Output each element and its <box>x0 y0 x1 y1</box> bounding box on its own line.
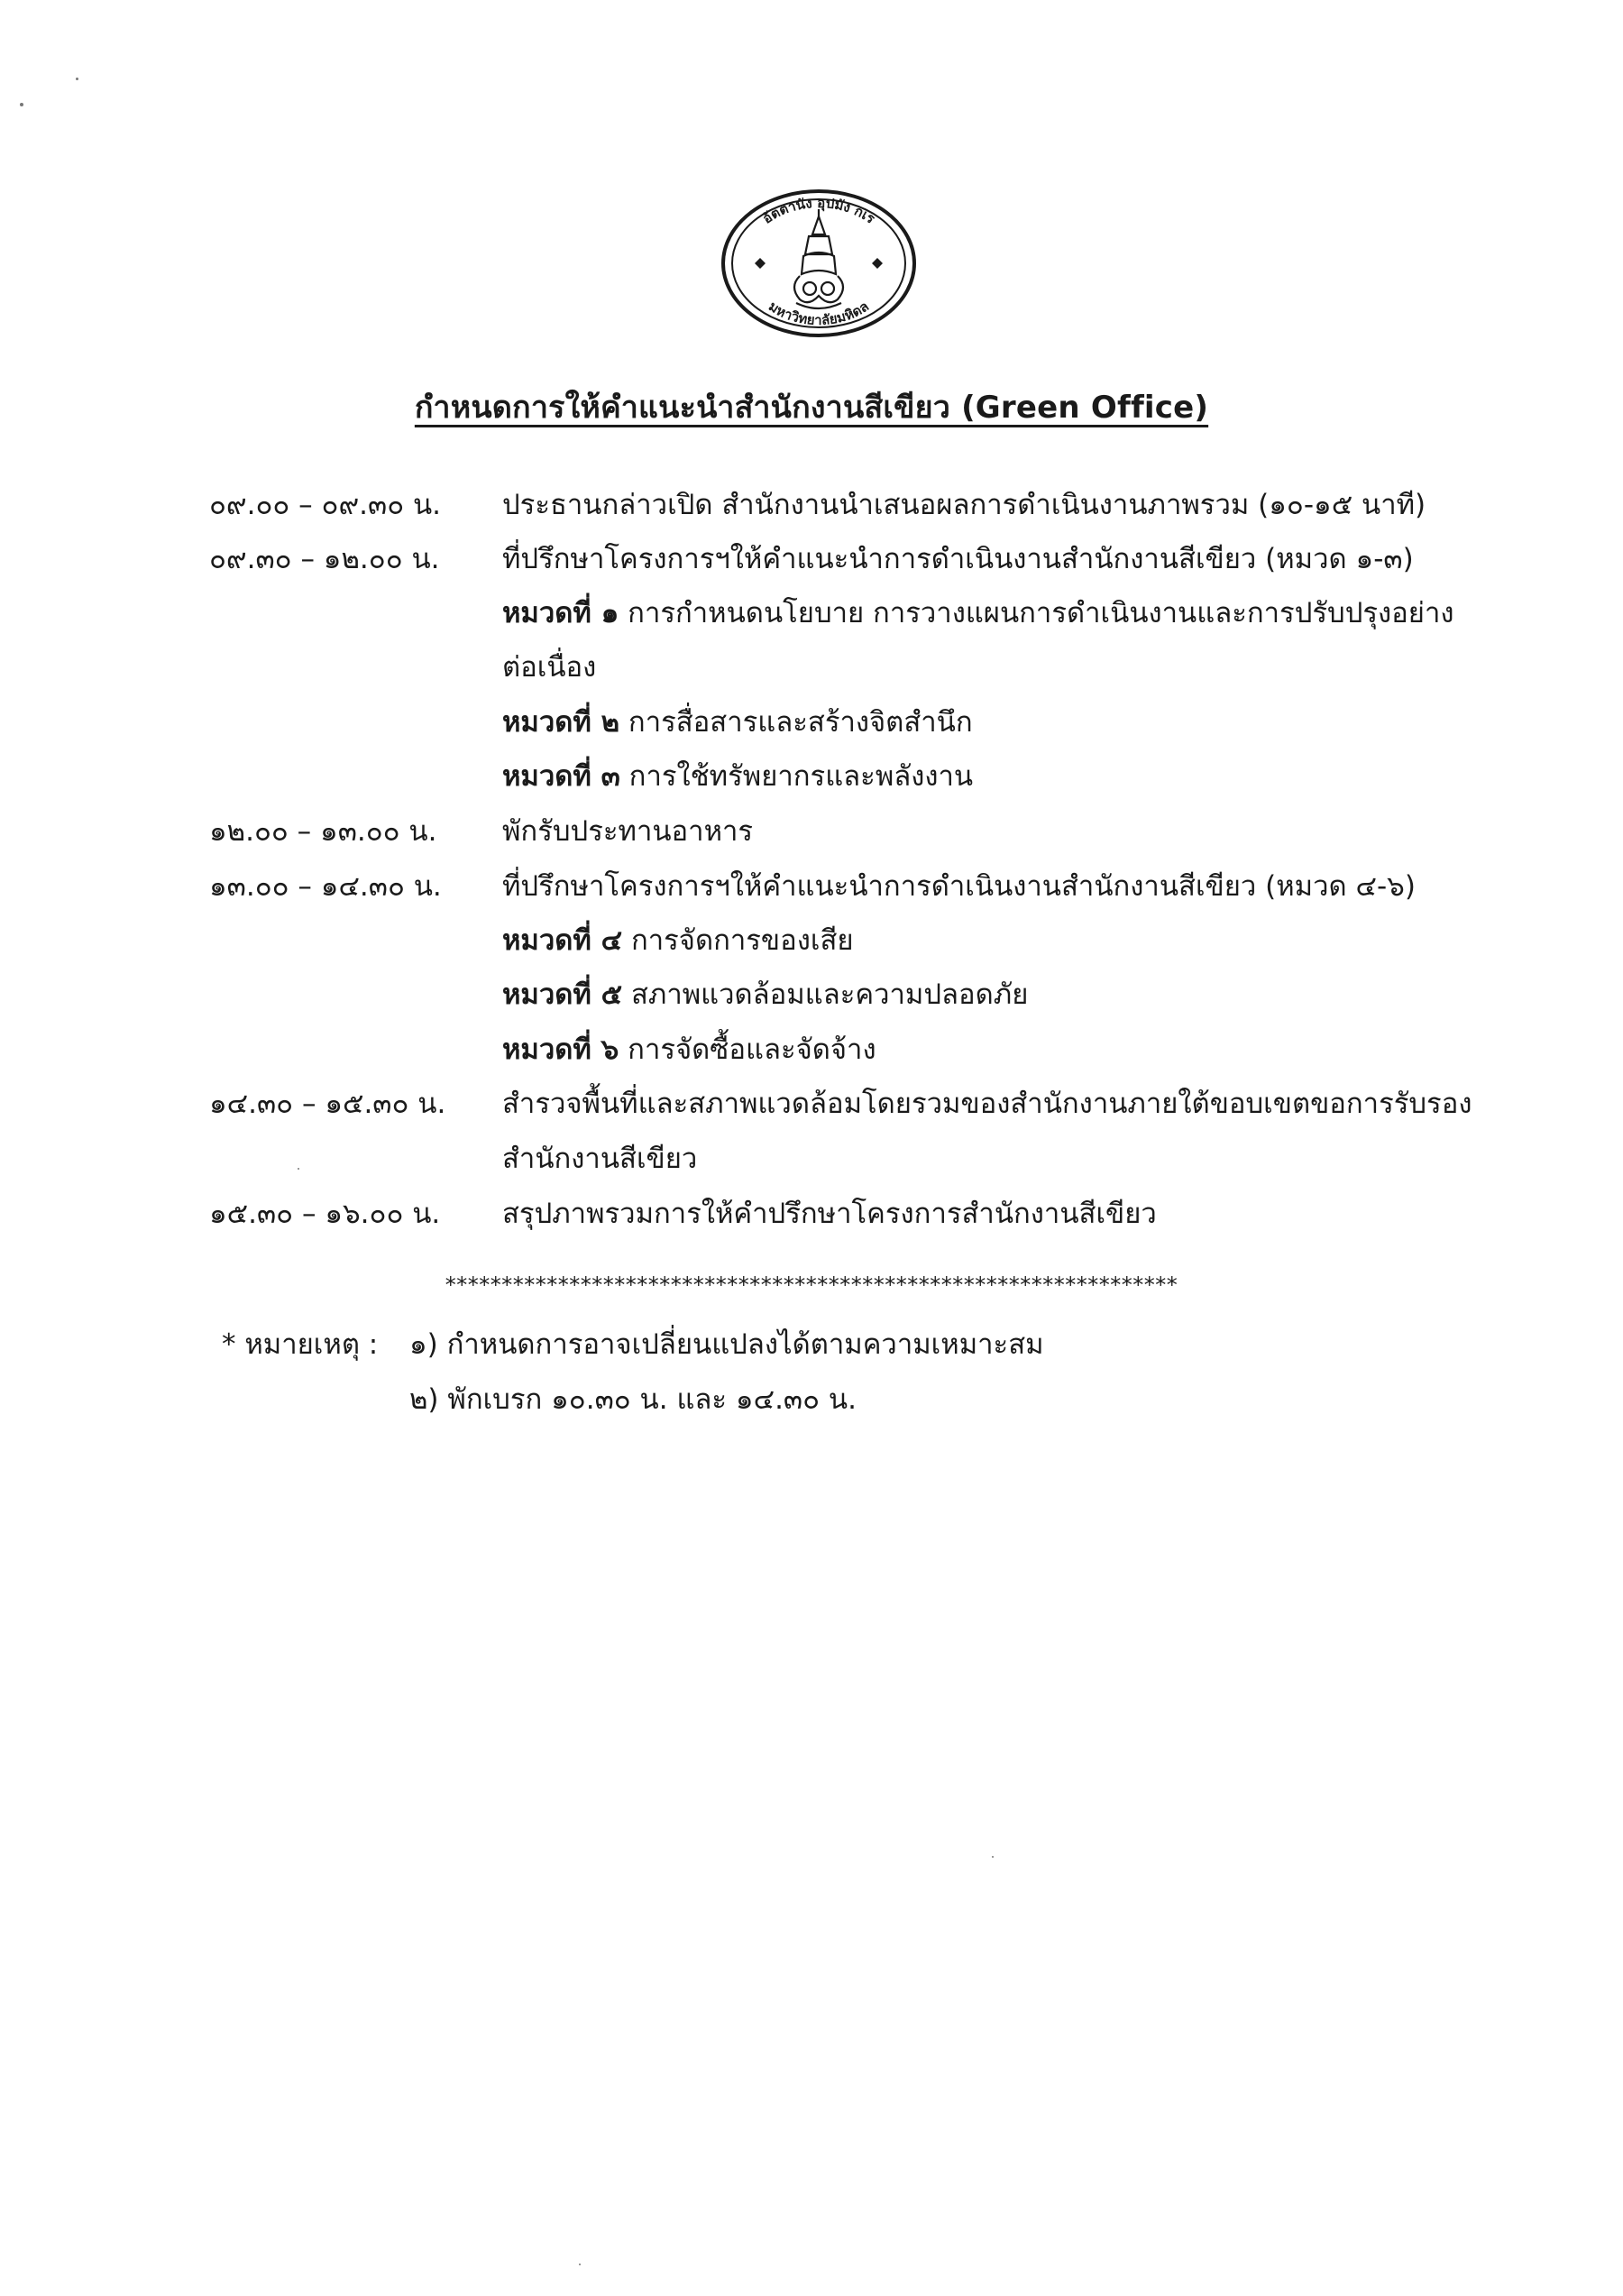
note-item: ๒) พักเบรก ๑๐.๓๐ น. และ ๑๔.๓๐ น. <box>409 1383 857 1416</box>
category-text: การกำหนดนโยบาย การวางแผนการดำเนินงานและการปรับปรุงอย่าง <box>619 597 1454 629</box>
schedule-row <box>0 536 1623 586</box>
notes-label: * หมายเหตุ : <box>222 1328 379 1361</box>
schedule-time: ๑๓.๐๐ – ๑๔.๓๐ น. <box>209 870 442 903</box>
category-label: หมวดที่ ๖ <box>502 1033 619 1066</box>
schedule-category-line <box>502 1026 1404 1071</box>
category-label: หมวดที่ ๑ <box>502 597 619 629</box>
category-text: สภาพแวดล้อมและความปลอดภัย <box>622 978 1029 1011</box>
category-text: การจัดซื้อและจัดจ้าง <box>619 1033 876 1066</box>
schedule-category-line <box>502 699 1404 744</box>
schedule-time: ๐๙.๐๐ – ๐๙.๓๐ น. <box>209 489 442 521</box>
schedule-description: พักรับประทานอาหาร <box>502 815 754 848</box>
schedule-time: ๑๒.๐๐ – ๑๓.๐๐ น. <box>209 815 437 848</box>
schedule-row <box>0 971 1623 1022</box>
schedule-description: สรุปภาพรวมการให้คำปรึกษาโครงการสำนักงานสีเขียว <box>502 1198 1157 1230</box>
category-label: หมวดที่ ๓ <box>502 760 620 793</box>
category-label: หมวดที่ ๒ <box>502 706 620 739</box>
category-label: หมวดที่ ๕ <box>502 978 623 1011</box>
schedule-row <box>0 863 1623 914</box>
schedule-row <box>0 699 1623 749</box>
scan-speck <box>76 78 78 80</box>
scan-speck <box>298 1168 299 1170</box>
scan-speck <box>579 2264 581 2265</box>
schedule-row <box>0 1190 1623 1241</box>
category-text: การใช้ทรัพยากรและพลังงาน <box>619 760 974 793</box>
schedule-time: ๐๙.๓๐ – ๑๒.๐๐ น. <box>209 543 440 575</box>
schedule-description: สำนักงานสีเขียว <box>502 1143 698 1175</box>
schedule-row <box>0 1135 1623 1186</box>
schedule-row <box>0 1026 1623 1077</box>
schedule-description: ที่ปรึกษาโครงการฯให้คำแนะนำการดำเนินงานสำนักงานสีเขียว (หมวด ๔-๖) <box>502 870 1416 903</box>
schedule-description: ที่ปรึกษาโครงการฯให้คำแนะนำการดำเนินงานสำนักงานสีเขียว (หมวด ๑-๓) <box>502 543 1414 575</box>
separator-line: ***************************************************************** <box>445 1272 1178 1298</box>
schedule-row <box>0 753 1623 804</box>
scan-speck <box>992 1856 994 1858</box>
university-seal-logo <box>719 188 919 339</box>
svg-text:มหาวิทยาลัยมหิดล: มหาวิทยาลัยมหิดล <box>766 298 872 329</box>
svg-text:อัตตานัง อุปมัง กเร: อัตตานัง อุปมัง กเร <box>759 194 878 227</box>
category-label: หมวดที่ ๔ <box>502 924 623 957</box>
category-text: การสื่อสารและสร้างจิตสำนึก <box>619 706 973 739</box>
schedule-category-line <box>502 917 1404 962</box>
schedule-time: ๑๔.๓๐ – ๑๕.๓๐ น. <box>209 1088 446 1120</box>
schedule-description: ประธานกล่าวเปิด สำนักงานนำเสนอผลการดำเนินงานภาพรวม (๑๐-๑๕ นาที) <box>502 489 1426 521</box>
schedule-row <box>0 482 1623 532</box>
schedule-description: สำรวจพื้นที่และสภาพแวดล้อมโดยรวมของสำนักงานภายใต้ขอบเขตขอการรับรอง <box>502 1088 1472 1120</box>
scan-speck <box>20 103 23 106</box>
category-text: การจัดการของเสีย <box>622 924 854 957</box>
schedule-row <box>0 1080 1623 1131</box>
schedule-description: ต่อเนื่อง <box>502 651 597 684</box>
schedule-row <box>0 808 1623 859</box>
schedule-row <box>0 590 1623 640</box>
schedule-time: ๑๕.๓๐ – ๑๖.๐๐ น. <box>209 1198 441 1230</box>
schedule-row <box>0 917 1623 968</box>
schedule-row <box>0 644 1623 694</box>
schedule-category-line <box>502 971 1404 1016</box>
page-title: กำหนดการให้คำแนะนำสำนักงานสีเขียว (Green Office) <box>414 390 1209 426</box>
schedule-category-line <box>502 590 1454 635</box>
note-item: ๑) กำหนดการอาจเปลี่ยนแปลงได้ตามความเหมาะสม <box>409 1328 1044 1361</box>
schedule-category-line <box>502 753 1404 798</box>
